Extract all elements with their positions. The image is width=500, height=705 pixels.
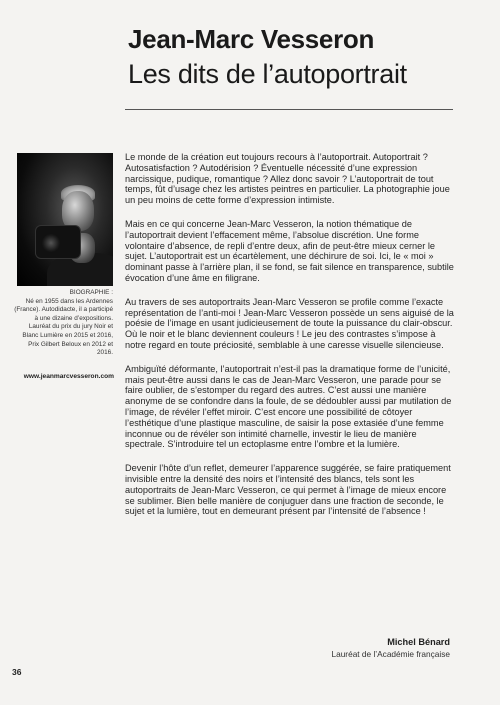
author-portrait-photo <box>17 153 113 286</box>
article-paragraph: Au travers de ses autoportraits Jean-Marc Vesseron se profile comme l’exacte représentation de l’anti-moi ! Jean-Marc Vesseron possède un sens aiguisé de la poésie de l’image en usant judicieusement de toute la puissance du clair-obscur. Où le noir et le blanc deviennent couleurs ! Le jeu des contrastes s’impose à notre regard en toute préciosité, semblable à une caresse visuelle silencieuse. <box>125 296 454 350</box>
page-number: 36 <box>12 667 22 677</box>
article-paragraph: Le monde de la création eut toujours recours à l’autoportrait. Autoportrait ? Autosatisfaction ? Autodérision ? Éventuelle nécessité d’une expression narcissique, pudique, romantique ? Allez donc savoir ? L’autoportrait de tout temps, fût d’usage chez les artistes peintres en particulier. La photographie joue un peu moins de cette forme d’expression intimiste. <box>125 152 450 206</box>
article-paragraph: Devenir l’hôte d’un reflet, demeurer l’apparence suggérée, se faire pratiquement invisible entre la densité des noirs et l’intensité des blancs, tels sont les autoportraits de Jean-Marc Vesseron, ce qui permet à l’image de mieux encore se sublimer. Bien belle manière de conjuguer dans une fraction de seconde, le sujet et la lumière, tout en demeurant présent par l’intensité de l’absence ! <box>125 463 451 517</box>
article-body <box>125 152 455 530</box>
author-role: Lauréat de l’Académie française <box>331 649 450 659</box>
title-divider <box>125 109 453 110</box>
biography-block <box>14 289 113 358</box>
author-name: Michel Bénard <box>387 637 450 647</box>
article-paragraph: Ambiguïté déformante, l’autoportrait n’est-il pas la dramatique forme de l’unicité, mais peut-être aussi dans le cas de Jean-Marc Vesseron, une parade pour se faire oublier, de s’estomper du regard des autres. C’est aussi une manière anonyme de se confondre dans la foule, de se dédoubler aussi par mutilation de l’image, de révéler l’effet miroir. C’est encore une possibilité de côtoyer l’esthétique d’une plastique masculine, de saisir la pose extasiée d’une femme inconnue ou de révéler son intimité charnelle, investir le lieu de manière spectrale. S’introduire tel un ectoplasme entre l’ombre et la lumière. <box>125 363 452 450</box>
camera-shape <box>35 225 81 259</box>
website-link[interactable]: www.jeanmarcvesseron.com <box>23 373 114 380</box>
article-paragraph: Mais en ce qui concerne Jean-Marc Vesseron, la notion thématique de l’autoportrait devient l’effacement même, l’absolue discrétion. Une forme volontaire d’absence, de repli d’entre deux, afin de peut-être mieux cerner le sujet. L’autoportrait est un écartèlement, une déchirure de soi. Ici, le « moi » dominant passe à l’arrière plan, il se fond, se fait silence en transparence, subtile évocation d’une âme en filigrane. <box>125 218 454 283</box>
biography-text: Né en 1955 dans les Ardennes (France). Autodidacte, il a participé à une dizaine d’expositions. Lauréat du prix du jury Noir et Blanc Lumière en 2015 et 2016, Prix Gilbert Beloux en 2012 et 2016. <box>14 297 113 357</box>
biography-label: BIOGRAPHIE : <box>69 289 113 296</box>
article-subtitle: Les dits de l’autoportrait <box>128 59 407 89</box>
signature-block <box>300 637 450 659</box>
article-title: Jean-Marc Vesseron <box>128 24 375 54</box>
